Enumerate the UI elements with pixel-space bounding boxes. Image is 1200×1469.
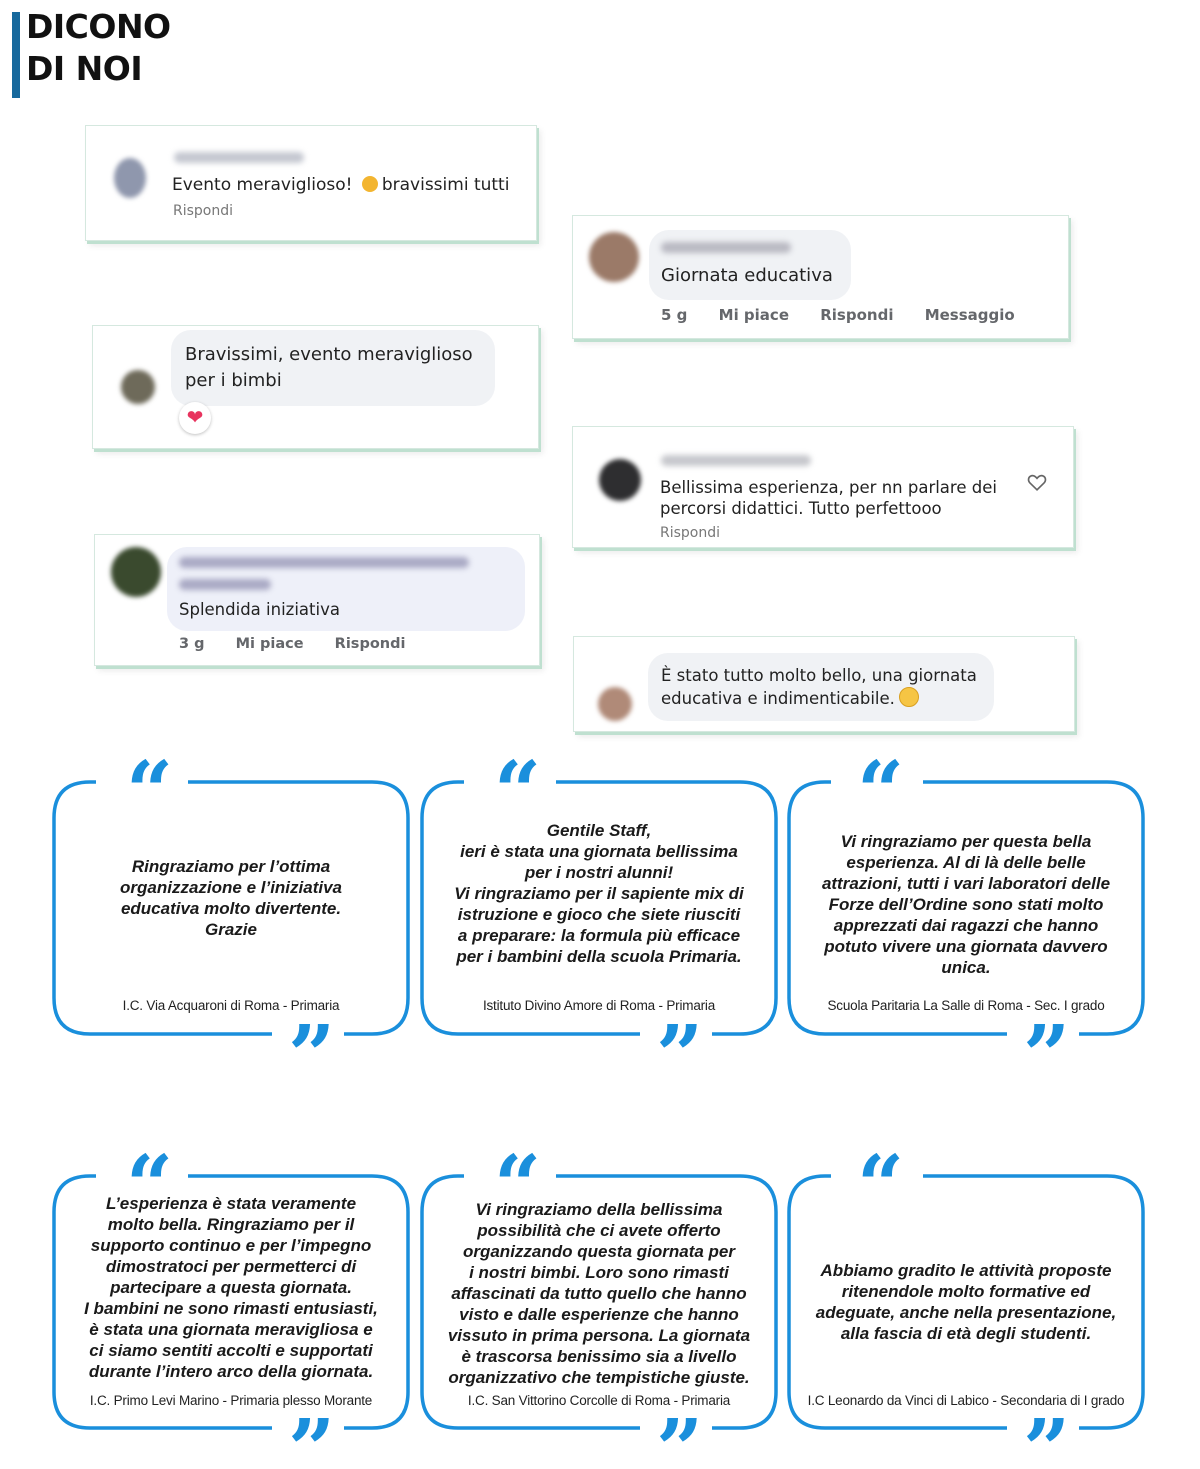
heart-icon: ❤ <box>179 402 211 434</box>
message-button[interactable]: Messaggio <box>924 306 1015 324</box>
page-title-line-2: DI NOI <box>26 49 143 88</box>
reply-link[interactable]: Rispondi <box>660 525 721 541</box>
heart-outline-icon[interactable] <box>1026 471 1048 493</box>
svg-text:“: “ <box>494 744 542 840</box>
testimonial-text: Vi ringraziamo della bellissima possibilità che ci avete offerto organizzando questa giornata per i nostri bimbi. Loro sono rimasti affascinati da tutto quello che hanno visto e dalle esperienze che hanno vissuto in prima persona. La giornata è trascorsa benissimo sia a livello organizzativo che tempistiche giuste. <box>447 1199 751 1387</box>
testimonial-card <box>791 744 1141 1104</box>
svg-text:“: “ <box>857 1138 905 1234</box>
svg-text:”: ” <box>1023 1008 1071 1104</box>
comment-bubble <box>171 330 495 406</box>
comment-text: Giornata educativa <box>661 265 833 286</box>
comment-time: 5 g <box>661 306 688 324</box>
svg-text:”: ” <box>656 1008 704 1104</box>
like-button[interactable]: Mi piace <box>718 306 789 324</box>
comment-text-line-1: Bravissimi, evento meraviglioso <box>185 344 473 365</box>
testimonial-source: I.C Leonardo da Vinci di Labico - Secondaria di I grado <box>807 1393 1125 1408</box>
comment-card <box>94 534 540 666</box>
avatar <box>599 459 641 501</box>
clapping-hands-icon <box>362 176 378 192</box>
testimonial-source: I.C. Primo Levi Marino - Primaria plesso Morante <box>89 1393 373 1408</box>
close-quote-icon <box>1023 1008 1083 1104</box>
svg-text:“: “ <box>494 1138 542 1234</box>
comment-card <box>572 215 1069 339</box>
blurred-username <box>179 579 271 590</box>
comment-text: Splendida iniziativa <box>179 600 340 619</box>
testimonial-source: Istituto Divino Amore di Roma - Primaria <box>482 998 716 1013</box>
comment-actions <box>179 636 431 652</box>
svg-text:“: “ <box>857 744 905 840</box>
svg-text:”: ” <box>1023 1402 1071 1469</box>
svg-text:“: “ <box>126 744 174 840</box>
comment-text-line-2: percorsi didattici. Tutto perfettooo <box>660 499 942 518</box>
comment-text: Evento meraviglioso! bravissimi tutti <box>172 175 510 195</box>
testimonial-card <box>56 1138 406 1469</box>
testimonial-text: Vi ringraziamo per questa bella esperienza. Al di là delle belle attrazioni, tutti i vari laboratori delle Forze dell’Ordine sono stati molto apprezzati dai ragazzi che hanno potuto vivere una giornata davvero unica. <box>821 831 1111 977</box>
testimonial-source: I.C. Via Acquaroni di Roma - Primaria <box>122 998 340 1013</box>
blurred-username <box>661 455 811 466</box>
comment-card <box>85 125 537 241</box>
testimonial-text: Ringraziamo per l’ottima organizzazione e l’iniziativa educativa molto divertente. Grazie <box>120 857 342 939</box>
comment-text-line-2: per i bimbi <box>185 370 282 391</box>
avatar <box>111 547 161 597</box>
reply-button[interactable]: Rispondi <box>334 636 406 652</box>
svg-text:“: “ <box>126 1138 174 1234</box>
comment-text-line-1: È stato tutto molto bello, una giornata <box>661 666 977 685</box>
open-quote-icon <box>494 744 554 840</box>
blurred-username <box>179 557 469 568</box>
close-quote-icon <box>656 1402 716 1469</box>
avatar <box>121 370 155 404</box>
open-quote-icon <box>857 1138 917 1234</box>
open-quote-icon <box>857 744 917 840</box>
close-quote-icon <box>288 1402 348 1469</box>
svg-text:”: ” <box>288 1008 336 1104</box>
svg-text:”: ” <box>288 1402 336 1469</box>
testimonial-card <box>56 744 406 1104</box>
testimonial-source: I.C. San Vittorino Corcolle di Roma - Primaria <box>467 1393 731 1408</box>
testimonial-card <box>424 744 774 1104</box>
testimonial-source: Scuola Paritaria La Salle di Roma - Sec. I grado <box>827 998 1105 1013</box>
page-title-line-1: DICONO <box>26 7 171 46</box>
avatar <box>589 232 639 282</box>
title-accent-bar <box>12 12 20 98</box>
testimonial-card <box>791 1138 1141 1469</box>
comment-card <box>573 636 1075 732</box>
page-title <box>26 6 171 90</box>
testimonial-text: L’esperienza è stata veramente molto bella. Ringraziamo per il supporto continuo e per l’impegno dimostratoci per permetterci di partecipare a questa giornata. I bambini ne sono rimasti entusiasti, è stata una giornata meravigliosa e ci siamo sentiti accolti e supportati durante l’intero arco della giornata. <box>84 1193 378 1381</box>
reply-button[interactable]: Rispondi <box>820 306 894 324</box>
comment-time: 3 g <box>179 636 205 652</box>
close-quote-icon <box>288 1008 348 1104</box>
open-quote-icon <box>494 1138 554 1234</box>
avatar <box>114 158 146 198</box>
testimonial-text: Abbiamo gradito le attività proposte ritenendole molto formative ed adeguate, anche nella presentazione, alla fascia di età degli studenti. <box>815 1261 1117 1343</box>
avatar <box>598 687 632 721</box>
close-quote-icon <box>1023 1402 1083 1469</box>
comment-actions <box>661 306 1041 324</box>
comment-card <box>92 325 539 449</box>
blurred-username <box>661 242 791 253</box>
comment-text-line-1: Bellissima esperienza, per nn parlare dei <box>660 478 997 497</box>
comment-text-line-2: educativa e indimenticabile. <box>661 687 919 710</box>
testimonial-card <box>424 1138 774 1469</box>
smiling-face-icon <box>899 687 919 707</box>
svg-text:”: ” <box>656 1402 704 1469</box>
blurred-username <box>174 152 304 163</box>
close-quote-icon <box>656 1008 716 1104</box>
reply-link[interactable]: Rispondi <box>173 203 234 219</box>
testimonial-text: Gentile Staff, ieri è stata una giornata bellissima per i nostri alunni! Vi ringraziamo per il sapiente mix di istruzione e gioco che siete riusciti a preparare: la formula più efficace per i bambini della scuola Primaria. <box>454 820 744 966</box>
like-button[interactable]: Mi piace <box>235 636 304 652</box>
comment-card <box>572 426 1074 548</box>
open-quote-icon <box>126 744 186 840</box>
